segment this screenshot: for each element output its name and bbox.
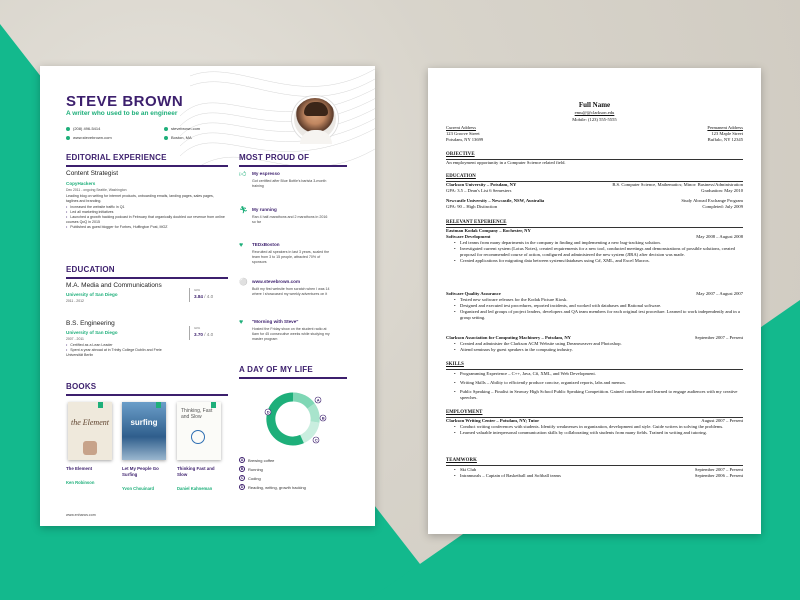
- gpa-label: GPA: [194, 288, 201, 292]
- donut-segment-coding: [302, 422, 315, 439]
- runner-icon: 🏃︎: [239, 207, 248, 214]
- list-item: • Led all marketing initiatives: [66, 210, 226, 215]
- gpa-label: GPA: [194, 326, 201, 330]
- employment-row: Clarkson Writing Center – Potsdam, NY; Tutor August 2007 – Present: [446, 418, 743, 423]
- objective-text: An employment opportunity in a Computer Science related field.: [446, 160, 566, 165]
- avatar: [292, 96, 338, 142]
- job-meta: Dec 2011 - ongoing Seattle, Washington: [66, 188, 127, 192]
- list-item: • Created applications for migrating data between systems/databases using C#, XML, and Excel Macros.: [454, 258, 743, 264]
- list-item: • Created and administer the Clarkson ACM Website using Dreamweaver and Photoshop.: [454, 341, 743, 347]
- edu-bullets: [66, 343, 176, 358]
- phone-icon: [66, 127, 70, 131]
- book-author: Yvon Chouinard: [122, 486, 155, 491]
- job-row: Software Quality Assurance May 2007 – August 2007: [446, 291, 743, 296]
- heading-teamwork: TEAMWORK: [446, 458, 477, 463]
- heading-objective: OBJECTIVE: [446, 152, 475, 157]
- gpa-value: 3.70 / 4.0: [194, 332, 214, 337]
- education-row: Newcastle University – Newcastle, NSW, Australia Study Abroad Exchange Program: [446, 198, 743, 203]
- school-name: University of San Diego: [66, 292, 118, 297]
- list-item: • Led teams from many departments in the company in finding and implementing a new bug-tracking solution.: [454, 240, 743, 246]
- donut-marker-c: C: [314, 437, 318, 443]
- section-education: EDUCATION: [66, 265, 115, 274]
- legend-item: A Brewing coffee: [240, 457, 275, 463]
- proud-body: Got certified after Blue Bottle's barista 3-month training: [252, 179, 327, 189]
- donut-segment-coffee: [293, 397, 311, 406]
- globe-icon: ⚪: [239, 279, 248, 286]
- section-divider: [239, 165, 347, 167]
- heading-relevant-experience: RELEVANT EXPERIENCE: [446, 220, 507, 225]
- section-day: A DAY OF MY LIFE: [239, 365, 313, 374]
- gpa-divider: [189, 326, 190, 340]
- job-bullets: [454, 297, 743, 321]
- school-name: University of San Diego: [66, 330, 118, 335]
- job-role: Content Strategist: [66, 170, 119, 177]
- section-rule: [446, 369, 743, 370]
- employment-bullets: [454, 424, 743, 436]
- job-row: Clarkson Association for Computing Machinery – Potsdam, NY September 2007 – Present: [446, 335, 743, 340]
- resume-footer: www.enhancv.com: [66, 513, 96, 517]
- teamwork-bullets: [454, 467, 743, 479]
- book-cover-element: the Element: [68, 402, 112, 460]
- list-item: • Programming Experience – C++, Java, C#, XML, and Web Development.: [454, 371, 743, 377]
- email-icon: [164, 127, 168, 131]
- donut-marker-a: A: [316, 397, 320, 403]
- proud-body: Hosted the Friday show on the student radio at 6am for 45 consecutive weeks while studying my master program: [252, 327, 330, 342]
- skills-bullets: [454, 371, 743, 401]
- gpa-divider: [189, 288, 190, 302]
- list-item: • Learned valuable interpersonal communication skills by collaborating with students from many fields. Trained in writing and tutoring.: [454, 430, 743, 436]
- proud-body: Recruited all speakers in last 3 years, scaled the team from 3 to 15 people, attracted 70% of sponsors: [252, 250, 330, 265]
- list-item: • Ski Club September 2007 – Present: [454, 467, 743, 473]
- location-icon: [164, 136, 168, 140]
- donut-segment-running: [311, 406, 315, 422]
- heading-employment: EMPLOYMENT: [446, 410, 483, 415]
- education-row: GPA: 3.5 – Dean's List 6 Semesters Graduation: May 2010: [446, 188, 743, 193]
- school-years: 2007 - 2011: [66, 337, 84, 341]
- job-bullets: [454, 341, 743, 353]
- section-divider: [239, 377, 347, 379]
- resume-full-name: Full Name: [578, 101, 611, 109]
- education-row: GPA: 90 – High Distinction Completed: July 2009: [446, 204, 743, 209]
- heading-education: EDUCATION: [446, 174, 476, 179]
- list-item: • Spent a year abroad at in Trinity College Dublin and Freie Universität Berlin: [66, 348, 176, 358]
- section-divider: [66, 277, 228, 279]
- list-item: • Tested new software releases for the Kodak Picture Kiosk.: [454, 297, 743, 303]
- list-item: • Intramurals – Captain of Basketball and Softball teams September 2006 – Present: [454, 473, 743, 479]
- bookmark-icon: [156, 402, 161, 408]
- resume-tagline: A writer who used to be an engineer: [66, 110, 178, 117]
- job-bullets: [66, 205, 226, 230]
- resume-email: emu@@clarkson.edu: [574, 110, 615, 115]
- list-item: • Designed and executed test procedures, reported incidents, and worked with databases and Rational software.: [454, 303, 743, 309]
- city-contact: Boston, MA: [164, 135, 192, 140]
- current-address: Current Address 123 Groove Street Potsdam, NY 13699: [446, 125, 484, 142]
- proud-title: www.stevebrown.com: [252, 279, 301, 284]
- legend-item: B Running: [240, 466, 263, 472]
- education-row: Clarkson University – Potsdam, NY B.S. Computer Science, Mathematics; Minor: Business/Administration: [446, 182, 743, 187]
- resume-mobile: Mobile: (123) 555-5555: [572, 117, 617, 122]
- list-item: • Attend seminars by guest speakers in the computing industry.: [454, 347, 743, 353]
- donut-marker-d: D: [266, 409, 270, 415]
- list-item: • Investigated current system (Lotus Notes), created requirements for a new tool, conducted meetings and demonstrations of possible solutions, created proposal for recommended course of action, configured and administered the new system (JIRA) after decision was made.: [454, 246, 743, 258]
- resume-name: STEVE BROWN: [66, 93, 184, 110]
- list-item: • Published as guest blogger for Forbes, Huffington Post, MOZ: [66, 225, 226, 230]
- book-cover-surfing: surfing: [122, 402, 166, 460]
- section-experience: EDITORIAL EXPERIENCE: [66, 153, 167, 162]
- proud-title: My running: [252, 207, 277, 212]
- book-title: The Element: [66, 466, 93, 471]
- list-item: • Organized and led groups of project leaders, developers and QA team members for each original test procedure. Learned to work independently and in a group setting.: [454, 309, 743, 321]
- proud-title: TEDxBoston: [252, 242, 280, 247]
- list-item: • Public Speaking – Finalist in Seaway High School Public Speaking Competition. Gained confidence and learned to engage audiences with my creative speeches.: [454, 389, 743, 401]
- list-item: • Certified as a Lean Leader: [66, 343, 176, 348]
- bookmark-icon: [211, 402, 216, 408]
- donut-segment-reading: [271, 397, 302, 441]
- legend-item: D Reading, writing, growth hacking: [240, 484, 306, 490]
- proud-title: My espresso: [252, 171, 280, 176]
- site-contact: www.stevebrown.com: [66, 135, 112, 140]
- permanent-address: Permanent Address 123 Maple Street Buffalo, NY 12345: [707, 125, 743, 142]
- heart-icon: ♥: [239, 319, 244, 326]
- section-rule: [446, 465, 743, 466]
- section-divider: [66, 394, 228, 396]
- email-contact: stevebrown.com: [164, 126, 200, 131]
- day-donut-chart: [258, 384, 328, 454]
- traditional-resume: [428, 68, 761, 534]
- proud-body: Built my first website from scratch when I was 14 where I showcased my weekly adventures on it: [252, 287, 330, 297]
- heading-skills: SKILLS: [446, 362, 464, 367]
- donut-marker-b: B: [321, 415, 325, 421]
- gpa-value: 3.84 / 4.0: [194, 294, 214, 299]
- heart-icon: ♥: [239, 242, 244, 249]
- book-author: Ken Robinson: [66, 480, 95, 485]
- proud-title: "Morning with Steve": [252, 319, 299, 324]
- link-icon: [66, 136, 70, 140]
- list-item: • Increased the website traffic in Q1: [66, 205, 226, 210]
- job-bullets: [454, 240, 743, 264]
- book-cover-thinking: Thinking, Fast and Slow: [177, 402, 221, 460]
- list-item: • Writing Skills – Ability to efficiently produce concise, organized reports, labs and memos.: [454, 380, 743, 386]
- book-author: Daniel Kahneman: [177, 486, 213, 491]
- topographic-pattern: [180, 66, 375, 196]
- proud-body: Ran 4 half-marathons and 2 marathons in 2016 so far: [252, 215, 328, 225]
- legend-item: C Coding: [240, 475, 261, 481]
- section-books: BOOKS: [66, 382, 97, 391]
- book-title: Let My People Go Surfing: [122, 466, 159, 477]
- bookmark-icon: [98, 402, 103, 408]
- job-row: Software Development May 2008 – August 2008: [446, 234, 743, 239]
- job-company: CopyHackers: [66, 181, 96, 186]
- list-item: • Conduct writing conferences with students. Identify weaknesses in organization, development and style. Guide writers in solving the problems.: [454, 424, 743, 430]
- book-title: Thinking Fast and Slow: [177, 466, 215, 477]
- job-description: Leading blog on writing for internet products, onboarding emails, landing pages, sales pages, taglines and branding.: [66, 194, 214, 204]
- creative-resume: [40, 66, 375, 526]
- list-item: • Launched a growth hacking podcast in February that organically doubled our revenue from online courses QoQ in 2015: [66, 215, 226, 225]
- section-divider: [66, 165, 228, 167]
- phone-contact: (208) 496-5414: [66, 126, 100, 131]
- school-years: 2011 - 2012: [66, 299, 84, 303]
- thumbs-up-icon: 👍︎: [239, 171, 247, 178]
- degree-title: M.A. Media and Communications: [66, 282, 162, 289]
- section-proud: MOST PROUD OF: [239, 153, 310, 162]
- company-row: Eastman Kodak Company – Rochester, NY: [446, 228, 531, 233]
- degree-title: B.S. Engineering: [66, 320, 115, 327]
